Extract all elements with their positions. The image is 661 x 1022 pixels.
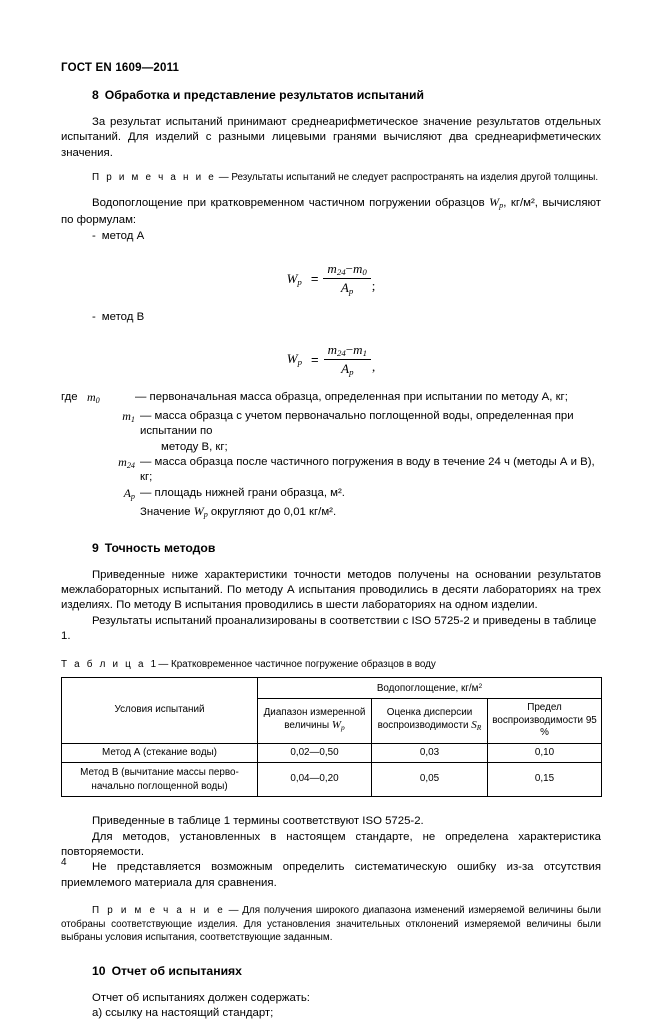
def-sym-ap: A <box>123 485 131 500</box>
heading-section-8 <box>61 88 601 102</box>
heading-10-title: Отчет об испытаниях <box>111 963 242 978</box>
dash-marker: - <box>92 229 96 242</box>
cell-condition-1: Метод А (стекание воды) <box>62 743 258 763</box>
paragraph-9-1: Приведенные ниже характеристики точности методов получены на основании результатов межлабораторных испытаний. По методу А испытания проводились в десяти лабораториях на трех изделиях. По методу В испытания проводились в шести лабораториях на одном изделии. <box>61 568 601 612</box>
heading-10-number: 10 <box>92 963 106 978</box>
cell-sr-2: 0,05 <box>372 763 488 797</box>
precision-data-table <box>61 677 602 798</box>
closing-sub: p <box>203 510 208 520</box>
definition-row-m1 <box>61 409 601 440</box>
heading-9-number: 9 <box>92 540 99 555</box>
formula-2-minus: − <box>345 341 354 357</box>
def-text-ap: — площадь нижней грани образца, м². <box>140 486 345 499</box>
symbol-wp: W <box>489 194 500 209</box>
cell-limit-2: 0,15 <box>488 763 602 797</box>
heading-section-10 <box>61 964 601 978</box>
definitions-lead: где <box>61 391 78 404</box>
closing-pre: Значение <box>140 506 194 519</box>
paragraph-8-2-post: , кг/м², вычисляют по формулам: <box>61 196 601 227</box>
th-range <box>258 699 372 744</box>
note-9-1 <box>61 904 601 945</box>
table-caption <box>61 658 601 671</box>
formula-2-num-a: m <box>327 341 337 357</box>
list-item-10-a: а) ссылку на настоящий стандарт; <box>92 1007 274 1020</box>
formula-1-num-b: m <box>352 261 363 277</box>
def-sub-m1: 1 <box>130 414 135 424</box>
paragraph-8-1: За результат испытаний принимают среднеарифметическое значение результатов отдельных испытаний. Для изделий с разными лицевыми гранями вычисляют два среднеарифметических значения. <box>61 116 601 159</box>
th-range-sub: p <box>340 723 345 733</box>
cell-limit-1: 0,10 <box>488 743 602 763</box>
paragraph-after-table-1: Приведенные в таблице 1 термины соответствуют ISO 5725-2. <box>92 815 424 828</box>
paragraph-after-table-3: Не представляется возможным определить систематическую ошибку из-за отсутствия приемлемого материала для сравнения. <box>61 861 601 889</box>
paragraph-9-2: Результаты испытаний проанализированы в соответствии с ISO 5725-2 и приведены в таблице 1. <box>61 614 597 643</box>
table-row <box>62 763 602 797</box>
formula-2-denom: A <box>341 361 350 377</box>
note-8-1 <box>61 171 601 185</box>
cell-sr-1: 0,03 <box>372 743 488 763</box>
dash-marker-b: - <box>92 311 96 324</box>
def-text-m1-cont: методу B, кг; <box>161 440 228 453</box>
def-sub-m24: 24 <box>126 460 135 470</box>
table-caption-dash: — <box>158 658 169 670</box>
formula-2-denom-sub: p <box>349 367 354 378</box>
th-range-sym: W <box>331 719 341 732</box>
table-caption-text: Кратковременное частичное погружение образцов в воду <box>170 658 436 670</box>
paragraph-8-2 <box>61 195 601 229</box>
def-text-m24: — масса образца после частичного погружения в воду в течение 24 ч (методы А и В), кг; <box>140 455 595 484</box>
th-range-line2: величины <box>284 720 332 732</box>
table-caption-label: Т а б л и ц а 1 <box>61 658 159 670</box>
list-item-method-a <box>61 229 601 244</box>
formula-2-num-a-sub: 24 <box>337 348 346 359</box>
th-group-text: Водопоглощение, кг/м <box>376 682 479 694</box>
th-sr-line1: Оценка дисперсии <box>386 706 473 718</box>
th-group-sup: 2 <box>478 682 483 690</box>
definition-row-ap <box>61 486 601 504</box>
th-limit <box>488 699 602 744</box>
table-header-row-1 <box>62 677 602 699</box>
definition-row-m24 <box>61 455 601 486</box>
page-number: 4 <box>61 857 67 868</box>
note-text: — Результаты испытаний не следует распространять на изделия другой толщины. <box>218 172 599 184</box>
formula-method-a <box>61 261 601 296</box>
note-label: П р и м е ч а н и е <box>92 172 216 184</box>
heading-9-title: Точность методов <box>104 540 216 555</box>
list-item-method-b <box>61 310 601 325</box>
paragraph-10-intro: Отчет об испытаниях должен содержать: <box>92 991 310 1004</box>
closing-post: округляют до 0,01 кг/м². <box>207 506 337 519</box>
formula-1-denom: A <box>340 280 349 296</box>
formula-1-denom-sub: p <box>348 286 354 297</box>
def-sub-ap: p <box>130 491 135 501</box>
formula-2-lhs: W <box>286 351 298 367</box>
cell-range-1: 0,02—0,50 <box>258 743 372 763</box>
formula-1-num-b-sub: 0 <box>362 267 367 278</box>
th-conditions: Условия испытаний <box>62 677 258 743</box>
definition-row-m1-cont <box>61 440 601 455</box>
cell-condition-2 <box>62 763 258 797</box>
formula-1-minus: − <box>345 261 353 277</box>
th-sr <box>372 699 488 744</box>
th-limit-line2: воспроизводимости 95 % <box>492 714 597 739</box>
th-sr-sym: S <box>471 719 477 732</box>
th-sr-line2: воспроизводимости <box>377 720 472 732</box>
def-text-m1: — масса образца с учетом первоначально поглощенной воды, определенная при испытании по <box>140 409 574 438</box>
note-9-label: П р и м е ч а н и е <box>92 905 225 917</box>
cell-condition-2-line1: Метод В (вычитание массы перво- <box>80 767 239 779</box>
note-9-text: — Для получения широкого диапазона изменений измеряемой величины были отобраны соответствующие изделия. Для установления значительных отклонений измеряемой величины были выбраны условия испытания, соответствующие заданным. <box>61 905 602 944</box>
page-content <box>61 0 601 1022</box>
formula-1-tail: ; <box>371 278 376 294</box>
formula-1-equals: = <box>310 271 319 287</box>
heading-8-number: 8 <box>92 88 99 102</box>
paragraph-8-2-pre: Водопоглощение при кратковременном частичном погружении образцов <box>92 196 490 209</box>
th-sr-sub: R <box>476 723 482 733</box>
heading-section-9 <box>61 541 601 555</box>
running-header: ГОСТ EN 1609—2011 <box>61 62 180 74</box>
cell-range-2: 0,04—0,20 <box>258 763 372 797</box>
formula-2-tail: , <box>371 359 376 375</box>
def-sym-m0: m <box>87 390 96 405</box>
cell-condition-2-line2: начально поглощенной воды) <box>91 780 228 792</box>
definition-closing <box>61 504 601 522</box>
def-sym-m1: m <box>122 408 131 423</box>
def-text-m0: — первоначальная масса образца, определенная при испытании по методу А, кг; <box>135 391 568 404</box>
def-sym-m24: m <box>118 454 127 469</box>
method-b-label: метод B <box>101 311 145 324</box>
th-limit-line1: Предел <box>527 702 562 714</box>
definition-row-m0 <box>61 390 601 408</box>
closing-sym: W <box>193 504 204 519</box>
symbol-wp-sub: p <box>499 200 504 210</box>
method-a-label: метод А <box>101 229 145 242</box>
formula-1-lhs-sub: p <box>297 276 302 287</box>
table-row <box>62 743 602 763</box>
formula-1-lhs: W <box>286 270 298 286</box>
th-group-absorption <box>258 677 602 699</box>
paragraph-after-table-2: Для методов, установленных в настоящем стандарте, не определена характеристика повторяемости. <box>61 830 601 858</box>
formula-2-num-b: m <box>353 341 363 357</box>
formula-2-num-b-sub: 1 <box>362 348 367 359</box>
formula-method-b <box>61 342 601 377</box>
variable-definitions <box>61 390 601 522</box>
th-range-line1: Диапазон измеренной <box>263 706 366 718</box>
heading-8-title: Обработка и представление результатов испытаний <box>104 88 424 102</box>
formula-2-equals: = <box>311 352 319 368</box>
formula-2-lhs-sub: p <box>297 357 303 368</box>
def-sub-m0: 0 <box>95 396 100 406</box>
formula-1-num-a-sub: 24 <box>336 267 346 278</box>
formula-1-num-a: m <box>327 261 337 277</box>
